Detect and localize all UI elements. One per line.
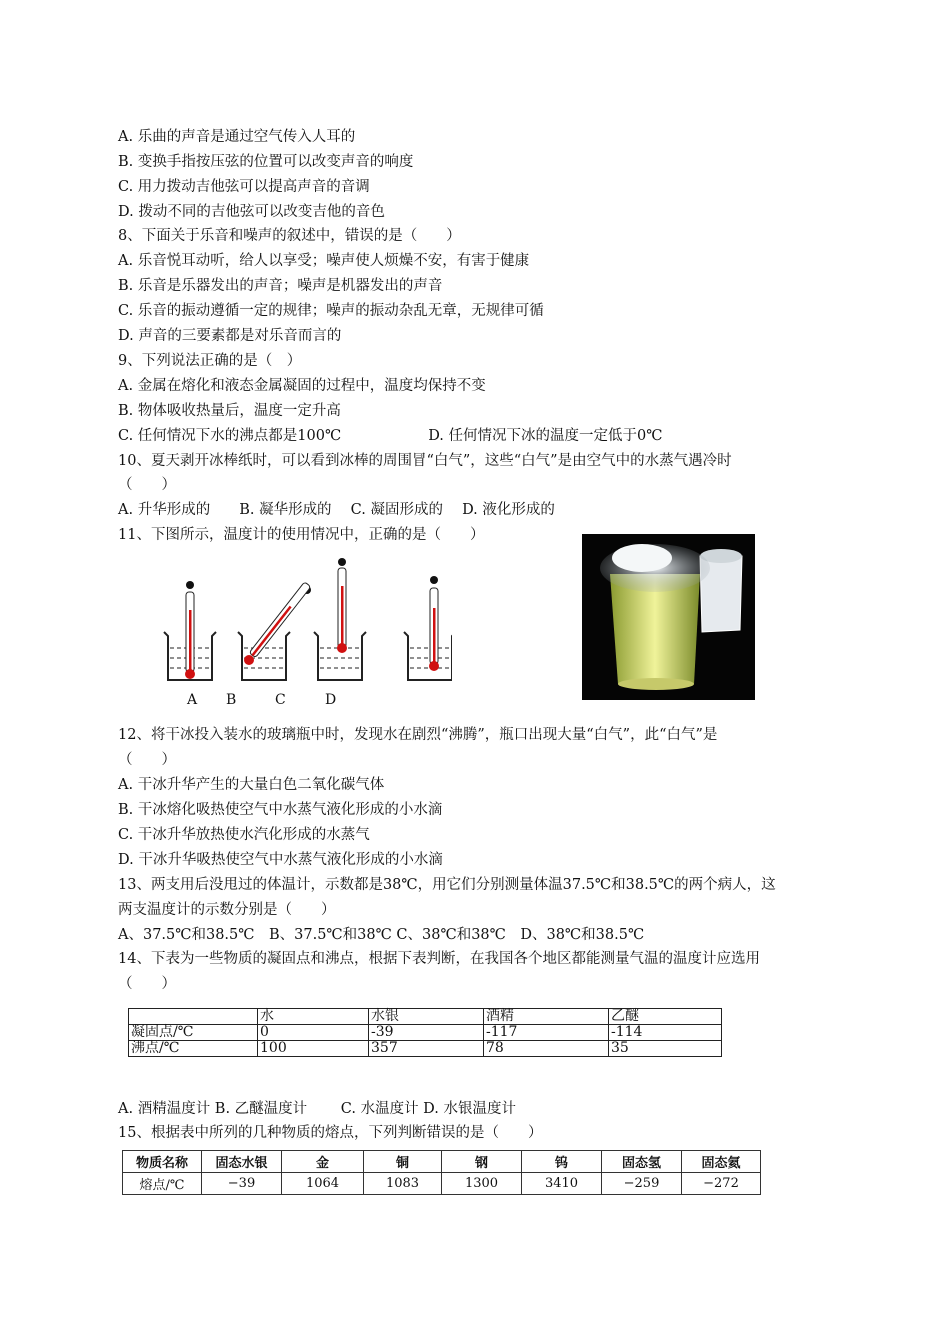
option-7b: B. 变换手指按压弦的位置可以改变声音的响度 — [118, 154, 414, 170]
table-cell: −272 — [682, 1173, 761, 1195]
question-15: 15、根据表中所列的几种物质的熔点，下列判断错误的是（ ） — [118, 1125, 543, 1141]
option-12a: A. 干冰升华产生的大量白色二氧化碳气体 — [118, 777, 385, 793]
option-8d: D. 声音的三要素都是对乐音而言的 — [118, 328, 342, 344]
table-row — [129, 1009, 722, 1025]
figure-label-c: C — [275, 692, 286, 708]
option-8a: A. 乐音悦耳动听，给人以享受；噪声使人烦燥不安，有害于健康 — [118, 253, 530, 269]
option-12c: C. 干冰升华放热使水汽化形成的水蒸气 — [118, 827, 370, 843]
question-14-blank: （ ） — [118, 976, 176, 992]
question-10: 10、夏天剥开冰棒纸时，可以看到冰棒的周围冒“白气”，这些“白气”是由空气中的水蒸气遇冷时 — [118, 453, 732, 469]
options-14: A. 酒精温度计 B. 乙醚温度计 C. 水温度计 D. 水银温度计 — [118, 1101, 517, 1117]
table-cell: 3410 — [522, 1173, 602, 1195]
question-13-cont: 两支温度计的示数分别是（ ） — [118, 902, 336, 918]
table-cell: 乙醚 — [609, 1009, 722, 1025]
table-cell: 物质名称 — [123, 1151, 202, 1173]
dry-ice-glass-photo — [582, 534, 755, 700]
question-13: 13、两支用后没甩过的体温计，示数都是38℃，用它们分别测量体温37.5℃和38.5℃的两个病人，这 — [118, 877, 776, 893]
table-15 — [122, 1150, 761, 1195]
question-12: 12、将干冰投入装水的玻璃瓶中时，发现水在剧烈“沸腾”，瓶口出现大量“白气”，此“白气”是 — [118, 727, 718, 743]
table-cell: 100 — [258, 1041, 369, 1057]
table-cell: −39 — [202, 1173, 282, 1195]
options-10: A. 升华形成的 B. 凝华形成的 C. 凝固形成的 D. 液化形成的 — [118, 502, 555, 518]
table-cell: 固态水银 — [202, 1151, 282, 1173]
table-cell: 0 — [258, 1025, 369, 1041]
figure-label-d: D — [325, 692, 337, 708]
option-8b: B. 乐音是乐器发出的声音；噪声是机器发出的声音 — [118, 278, 443, 294]
table-row — [129, 1025, 722, 1041]
table-cell: -117 — [484, 1025, 609, 1041]
option-9cd: C. 任何情况下水的沸点都是100℃ D. 任何情况下冰的温度一定低于0℃ — [118, 428, 663, 444]
table-cell: 金 — [282, 1151, 364, 1173]
question-9: 9、下列说法正确的是（ ） — [118, 353, 302, 369]
table-cell: 35 — [609, 1041, 722, 1057]
table-cell: 1064 — [282, 1173, 364, 1195]
table-cell: 1300 — [442, 1173, 522, 1195]
question-14: 14、下表为一些物质的凝固点和沸点，根据下表判断，在我国各个地区都能测量气温的温度计应选用 — [118, 951, 760, 967]
table-row — [123, 1151, 761, 1173]
table-cell: 熔点/℃ — [123, 1173, 202, 1195]
table-cell: 固态氢 — [602, 1151, 682, 1173]
table-cell: 1083 — [364, 1173, 442, 1195]
table-cell: 酒精 — [484, 1009, 609, 1025]
table-cell: −259 — [602, 1173, 682, 1195]
table-cell: 水 — [258, 1009, 369, 1025]
options-13: A、37.5℃和38.5℃ B、37.5℃和38℃ C、38℃和38℃ D、38℃和38.5℃ — [118, 927, 645, 943]
table-cell: -114 — [609, 1025, 722, 1041]
table-cell: 78 — [484, 1041, 609, 1057]
table-cell: -39 — [369, 1025, 484, 1041]
table-cell: 钨 — [522, 1151, 602, 1173]
option-7a: A. 乐曲的声音是通过空气传入人耳的 — [118, 129, 356, 145]
table-row — [123, 1173, 761, 1195]
option-9a: A. 金属在熔化和液态金属凝固的过程中，温度均保持不变 — [118, 378, 486, 394]
thermometer-figure — [152, 550, 452, 710]
question-8: 8、下面关于乐音和噪声的叙述中，错误的是（ ） — [118, 228, 461, 244]
table-cell: 357 — [369, 1041, 484, 1057]
question-11: 11、下图所示，温度计的使用情况中，正确的是（ ） — [118, 527, 485, 543]
table-cell: 水银 — [369, 1009, 484, 1025]
table-cell: 沸点/℃ — [129, 1041, 258, 1057]
question-12-blank: （ ） — [118, 752, 176, 768]
table-row — [129, 1041, 722, 1057]
table-cell — [129, 1009, 258, 1025]
table-cell: 钢 — [442, 1151, 522, 1173]
figure-label-a: A — [187, 692, 198, 708]
option-12b: B. 干冰熔化吸热使空气中水蒸气液化形成的小水滴 — [118, 802, 443, 818]
table-cell: 铜 — [364, 1151, 442, 1173]
table-cell: 固态氦 — [682, 1151, 761, 1173]
figure-label-b: B — [226, 692, 237, 708]
question-10-blank: （ ） — [118, 477, 176, 493]
table-cell: 凝固点/℃ — [129, 1025, 258, 1041]
table-14 — [128, 1008, 722, 1057]
option-12d: D. 干冰升华吸热使空气中水蒸气液化形成的小水滴 — [118, 852, 443, 868]
option-9b: B. 物体吸收热量后，温度一定升高 — [118, 403, 341, 419]
option-7d: D. 拨动不同的吉他弦可以改变吉他的音色 — [118, 204, 385, 220]
option-8c: C. 乐音的振动遵循一定的规律；噪声的振动杂乱无章，无规律可循 — [118, 303, 544, 319]
option-7c: C. 用力拨动吉他弦可以提高声音的音调 — [118, 179, 370, 195]
